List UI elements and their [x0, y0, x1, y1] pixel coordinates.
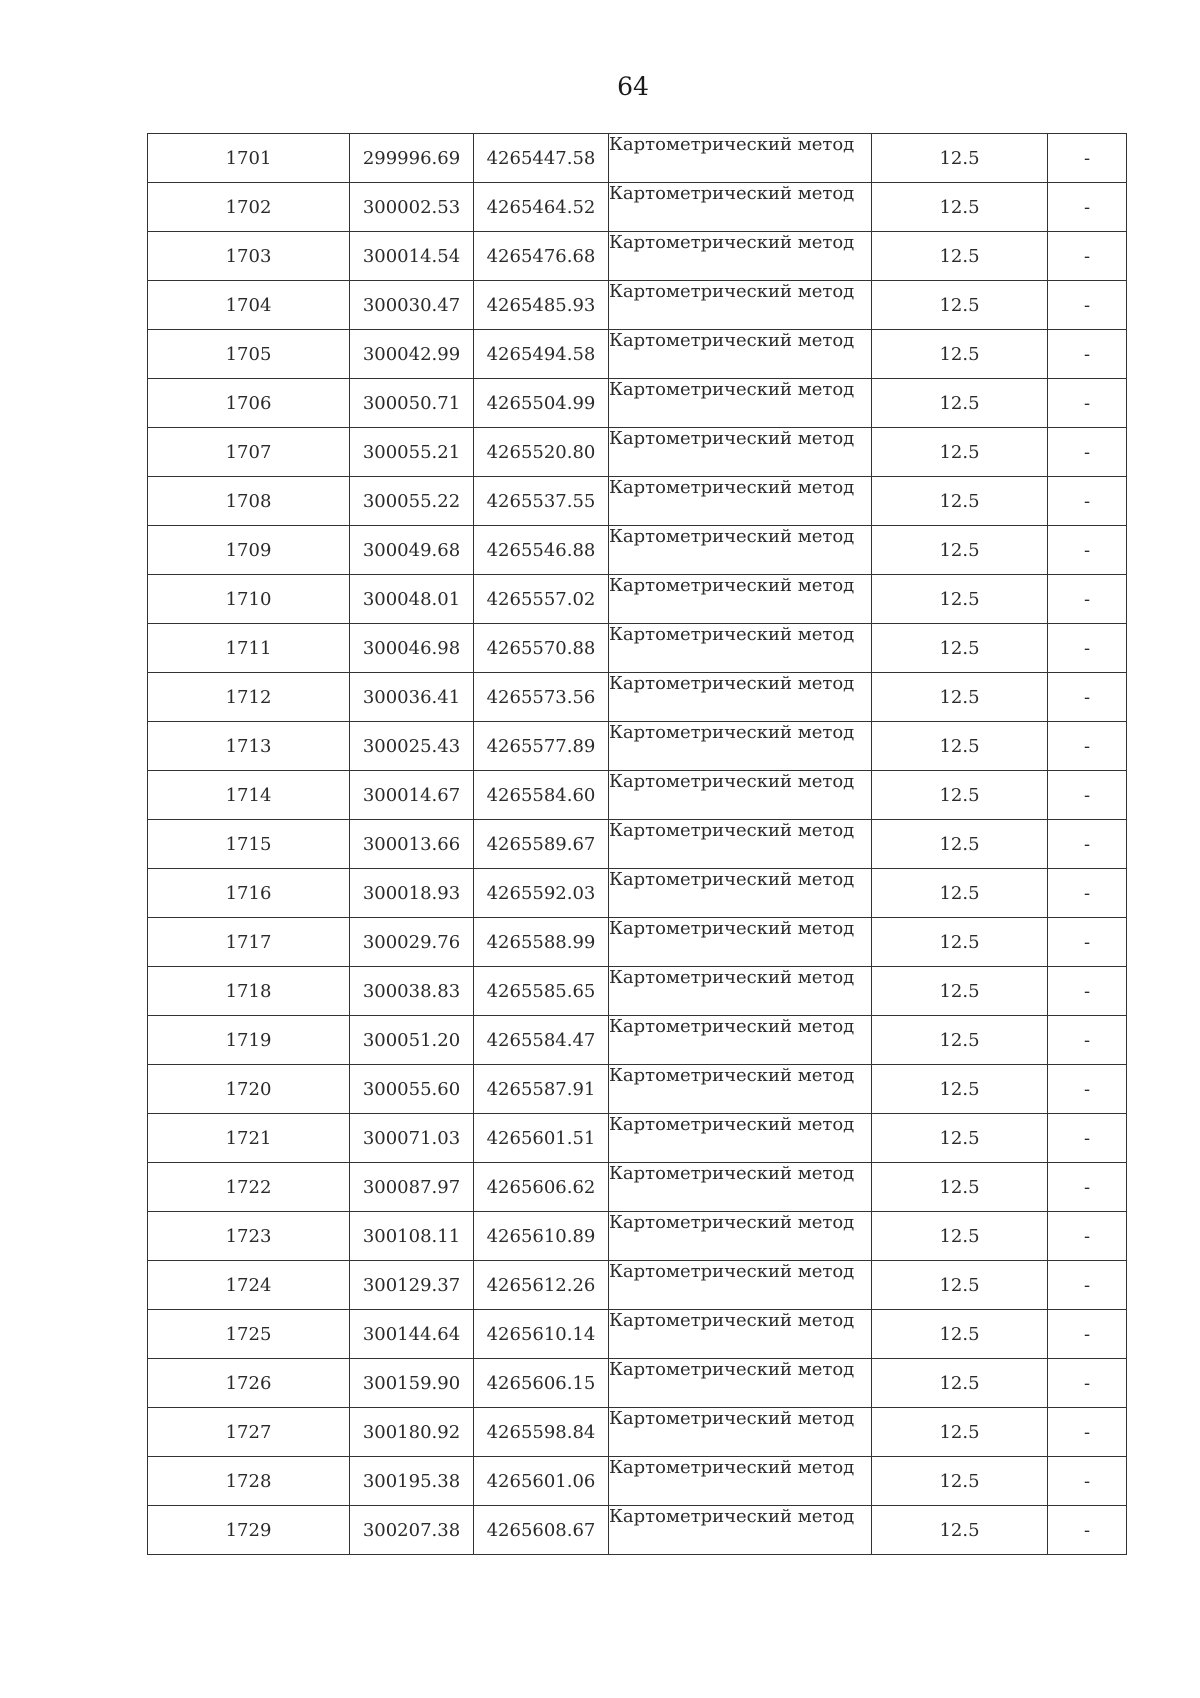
table-row [148, 1506, 1127, 1555]
description-cell: - [1048, 1506, 1127, 1555]
y-coordinate-cell: 4265589.67 [474, 820, 609, 869]
y-coordinate-cell: 4265504.99 [474, 379, 609, 428]
description-cell: - [1048, 722, 1127, 771]
x-coordinate-cell: 300087.97 [350, 1163, 474, 1212]
accuracy-cell: 12.5 [872, 330, 1048, 379]
description-cell: - [1048, 428, 1127, 477]
description-cell: - [1048, 1065, 1127, 1114]
method-cell: Картометрический метод [609, 477, 872, 526]
accuracy-cell: 12.5 [872, 1359, 1048, 1408]
method-cell: Картометрический метод [609, 183, 872, 232]
y-coordinate-cell: 4265601.51 [474, 1114, 609, 1163]
point-number-cell: 1717 [148, 918, 350, 967]
description-cell: - [1048, 379, 1127, 428]
accuracy-cell: 12.5 [872, 1506, 1048, 1555]
accuracy-cell: 12.5 [872, 428, 1048, 477]
description-cell: - [1048, 869, 1127, 918]
point-number-cell: 1711 [148, 624, 350, 673]
accuracy-cell: 12.5 [872, 1408, 1048, 1457]
y-coordinate-cell: 4265464.52 [474, 183, 609, 232]
y-coordinate-cell: 4265447.58 [474, 134, 609, 183]
table-row [148, 869, 1127, 918]
description-cell: - [1048, 1261, 1127, 1310]
point-number-cell: 1702 [148, 183, 350, 232]
description-cell: - [1048, 1359, 1127, 1408]
y-coordinate-cell: 4265494.58 [474, 330, 609, 379]
x-coordinate-cell: 300002.53 [350, 183, 474, 232]
method-cell: Картометрический метод [609, 1359, 872, 1408]
accuracy-cell: 12.5 [872, 1065, 1048, 1114]
point-number-cell: 1715 [148, 820, 350, 869]
method-cell: Картометрический метод [609, 1261, 872, 1310]
method-cell: Картометрический метод [609, 722, 872, 771]
y-coordinate-cell: 4265588.99 [474, 918, 609, 967]
x-coordinate-cell: 300046.98 [350, 624, 474, 673]
x-coordinate-cell: 300108.11 [350, 1212, 474, 1261]
method-cell: Картометрический метод [609, 330, 872, 379]
x-coordinate-cell: 300055.22 [350, 477, 474, 526]
x-coordinate-cell: 300042.99 [350, 330, 474, 379]
accuracy-cell: 12.5 [872, 379, 1048, 428]
method-cell: Картометрический метод [609, 673, 872, 722]
x-coordinate-cell: 300055.60 [350, 1065, 474, 1114]
accuracy-cell: 12.5 [872, 722, 1048, 771]
accuracy-cell: 12.5 [872, 232, 1048, 281]
description-cell: - [1048, 1408, 1127, 1457]
accuracy-cell: 12.5 [872, 1016, 1048, 1065]
x-coordinate-cell: 300030.47 [350, 281, 474, 330]
point-number-cell: 1710 [148, 575, 350, 624]
accuracy-cell: 12.5 [872, 477, 1048, 526]
table-row [148, 918, 1127, 967]
method-cell: Картометрический метод [609, 1310, 872, 1359]
table-row [148, 1457, 1127, 1506]
accuracy-cell: 12.5 [872, 1310, 1048, 1359]
table-row [148, 1261, 1127, 1310]
table-row [148, 134, 1127, 183]
accuracy-cell: 12.5 [872, 134, 1048, 183]
description-cell: - [1048, 477, 1127, 526]
method-cell: Картометрический метод [609, 1163, 872, 1212]
y-coordinate-cell: 4265612.26 [474, 1261, 609, 1310]
method-cell: Картометрический метод [609, 526, 872, 575]
table-row [148, 624, 1127, 673]
point-number-cell: 1728 [148, 1457, 350, 1506]
point-number-cell: 1721 [148, 1114, 350, 1163]
point-number-cell: 1709 [148, 526, 350, 575]
point-number-cell: 1724 [148, 1261, 350, 1310]
y-coordinate-cell: 4265610.89 [474, 1212, 609, 1261]
y-coordinate-cell: 4265587.91 [474, 1065, 609, 1114]
table-row [148, 1310, 1127, 1359]
x-coordinate-cell: 300207.38 [350, 1506, 474, 1555]
description-cell: - [1048, 1310, 1127, 1359]
table-row [148, 1212, 1127, 1261]
accuracy-cell: 12.5 [872, 869, 1048, 918]
method-cell: Картометрический метод [609, 967, 872, 1016]
table-row [148, 477, 1127, 526]
table-row [148, 183, 1127, 232]
point-number-cell: 1726 [148, 1359, 350, 1408]
method-cell: Картометрический метод [609, 1065, 872, 1114]
method-cell: Картометрический метод [609, 428, 872, 477]
table-row [148, 1359, 1127, 1408]
point-number-cell: 1703 [148, 232, 350, 281]
coordinates-table [147, 133, 1127, 1555]
accuracy-cell: 12.5 [872, 526, 1048, 575]
x-coordinate-cell: 300025.43 [350, 722, 474, 771]
description-cell: - [1048, 820, 1127, 869]
x-coordinate-cell: 300049.68 [350, 526, 474, 575]
table-row [148, 379, 1127, 428]
x-coordinate-cell: 299996.69 [350, 134, 474, 183]
x-coordinate-cell: 300180.92 [350, 1408, 474, 1457]
y-coordinate-cell: 4265585.65 [474, 967, 609, 1016]
y-coordinate-cell: 4265598.84 [474, 1408, 609, 1457]
table-row [148, 1408, 1127, 1457]
y-coordinate-cell: 4265584.60 [474, 771, 609, 820]
description-cell: - [1048, 1163, 1127, 1212]
accuracy-cell: 12.5 [872, 183, 1048, 232]
description-cell: - [1048, 1212, 1127, 1261]
y-coordinate-cell: 4265546.88 [474, 526, 609, 575]
method-cell: Картометрический метод [609, 1457, 872, 1506]
method-cell: Картометрический метод [609, 1114, 872, 1163]
y-coordinate-cell: 4265601.06 [474, 1457, 609, 1506]
description-cell: - [1048, 575, 1127, 624]
x-coordinate-cell: 300014.67 [350, 771, 474, 820]
description-cell: - [1048, 330, 1127, 379]
point-number-cell: 1729 [148, 1506, 350, 1555]
point-number-cell: 1704 [148, 281, 350, 330]
x-coordinate-cell: 300051.20 [350, 1016, 474, 1065]
y-coordinate-cell: 4265537.55 [474, 477, 609, 526]
accuracy-cell: 12.5 [872, 1163, 1048, 1212]
table-row [148, 722, 1127, 771]
method-cell: Картометрический метод [609, 820, 872, 869]
method-cell: Картометрический метод [609, 869, 872, 918]
table-row [148, 575, 1127, 624]
x-coordinate-cell: 300029.76 [350, 918, 474, 967]
method-cell: Картометрический метод [609, 624, 872, 673]
table-row [148, 526, 1127, 575]
point-number-cell: 1725 [148, 1310, 350, 1359]
method-cell: Картометрический метод [609, 232, 872, 281]
accuracy-cell: 12.5 [872, 1457, 1048, 1506]
y-coordinate-cell: 4265557.02 [474, 575, 609, 624]
table-row [148, 330, 1127, 379]
x-coordinate-cell: 300036.41 [350, 673, 474, 722]
x-coordinate-cell: 300071.03 [350, 1114, 474, 1163]
method-cell: Картометрический метод [609, 918, 872, 967]
x-coordinate-cell: 300144.64 [350, 1310, 474, 1359]
x-coordinate-cell: 300055.21 [350, 428, 474, 477]
point-number-cell: 1727 [148, 1408, 350, 1457]
method-cell: Картометрический метод [609, 575, 872, 624]
x-coordinate-cell: 300159.90 [350, 1359, 474, 1408]
accuracy-cell: 12.5 [872, 673, 1048, 722]
point-number-cell: 1716 [148, 869, 350, 918]
accuracy-cell: 12.5 [872, 281, 1048, 330]
point-number-cell: 1701 [148, 134, 350, 183]
description-cell: - [1048, 1457, 1127, 1506]
table-row [148, 673, 1127, 722]
accuracy-cell: 12.5 [872, 771, 1048, 820]
point-number-cell: 1722 [148, 1163, 350, 1212]
point-number-cell: 1707 [148, 428, 350, 477]
y-coordinate-cell: 4265577.89 [474, 722, 609, 771]
description-cell: - [1048, 134, 1127, 183]
y-coordinate-cell: 4265485.93 [474, 281, 609, 330]
y-coordinate-cell: 4265606.62 [474, 1163, 609, 1212]
description-cell: - [1048, 526, 1127, 575]
description-cell: - [1048, 183, 1127, 232]
description-cell: - [1048, 967, 1127, 1016]
x-coordinate-cell: 300048.01 [350, 575, 474, 624]
point-number-cell: 1706 [148, 379, 350, 428]
method-cell: Картометрический метод [609, 1016, 872, 1065]
table-row [148, 967, 1127, 1016]
x-coordinate-cell: 300195.38 [350, 1457, 474, 1506]
description-cell: - [1048, 281, 1127, 330]
accuracy-cell: 12.5 [872, 1212, 1048, 1261]
table-row [148, 281, 1127, 330]
description-cell: - [1048, 624, 1127, 673]
coordinates-table-body [148, 134, 1127, 1555]
description-cell: - [1048, 918, 1127, 967]
description-cell: - [1048, 1016, 1127, 1065]
y-coordinate-cell: 4265476.68 [474, 232, 609, 281]
y-coordinate-cell: 4265606.15 [474, 1359, 609, 1408]
point-number-cell: 1708 [148, 477, 350, 526]
x-coordinate-cell: 300050.71 [350, 379, 474, 428]
description-cell: - [1048, 771, 1127, 820]
y-coordinate-cell: 4265584.47 [474, 1016, 609, 1065]
table-row [148, 1016, 1127, 1065]
method-cell: Картометрический метод [609, 1212, 872, 1261]
method-cell: Картометрический метод [609, 771, 872, 820]
accuracy-cell: 12.5 [872, 624, 1048, 673]
table-row [148, 771, 1127, 820]
point-number-cell: 1718 [148, 967, 350, 1016]
x-coordinate-cell: 300013.66 [350, 820, 474, 869]
point-number-cell: 1713 [148, 722, 350, 771]
accuracy-cell: 12.5 [872, 820, 1048, 869]
x-coordinate-cell: 300018.93 [350, 869, 474, 918]
accuracy-cell: 12.5 [872, 1261, 1048, 1310]
table-row [148, 1163, 1127, 1212]
y-coordinate-cell: 4265573.56 [474, 673, 609, 722]
method-cell: Картометрический метод [609, 281, 872, 330]
method-cell: Картометрический метод [609, 379, 872, 428]
table-row [148, 232, 1127, 281]
x-coordinate-cell: 300014.54 [350, 232, 474, 281]
table-row [148, 1065, 1127, 1114]
accuracy-cell: 12.5 [872, 575, 1048, 624]
point-number-cell: 1720 [148, 1065, 350, 1114]
method-cell: Картометрический метод [609, 1506, 872, 1555]
point-number-cell: 1705 [148, 330, 350, 379]
point-number-cell: 1714 [148, 771, 350, 820]
x-coordinate-cell: 300129.37 [350, 1261, 474, 1310]
description-cell: - [1048, 673, 1127, 722]
accuracy-cell: 12.5 [872, 967, 1048, 1016]
description-cell: - [1048, 1114, 1127, 1163]
x-coordinate-cell: 300038.83 [350, 967, 474, 1016]
accuracy-cell: 12.5 [872, 918, 1048, 967]
description-cell: - [1048, 232, 1127, 281]
y-coordinate-cell: 4265570.88 [474, 624, 609, 673]
method-cell: Картометрический метод [609, 134, 872, 183]
point-number-cell: 1719 [148, 1016, 350, 1065]
table-row [148, 1114, 1127, 1163]
y-coordinate-cell: 4265608.67 [474, 1506, 609, 1555]
method-cell: Картометрический метод [609, 1408, 872, 1457]
point-number-cell: 1712 [148, 673, 350, 722]
y-coordinate-cell: 4265520.80 [474, 428, 609, 477]
accuracy-cell: 12.5 [872, 1114, 1048, 1163]
y-coordinate-cell: 4265592.03 [474, 869, 609, 918]
table-row [148, 820, 1127, 869]
y-coordinate-cell: 4265610.14 [474, 1310, 609, 1359]
page-number: 64 [617, 72, 649, 101]
point-number-cell: 1723 [148, 1212, 350, 1261]
table-row [148, 428, 1127, 477]
